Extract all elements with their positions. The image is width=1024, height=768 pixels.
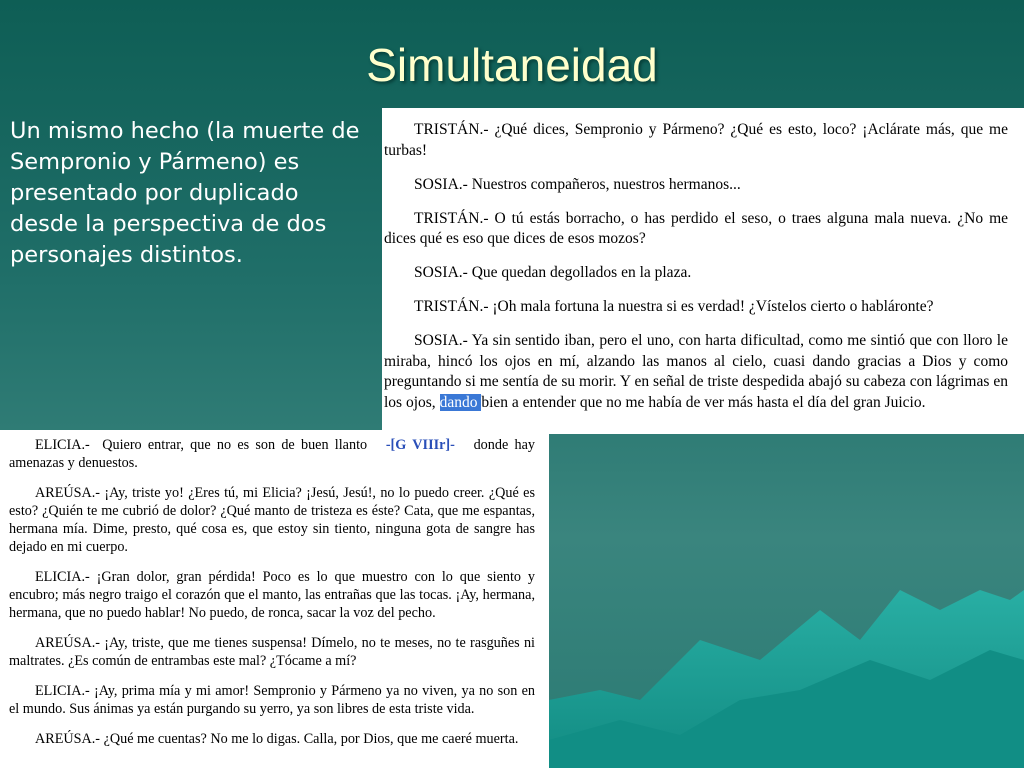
paragraph-text: ELICIA.- Quiero entrar, que no es son de buen llanto <box>35 437 386 453</box>
paragraph-text: bien a entender que no me había de ver más hasta el día del gran Juicio. <box>481 393 926 411</box>
paragraph: AREÚSA.- ¿Qué me cuentas? No me lo digas. Calla, por Dios, que me caeré muerta. <box>35 731 519 747</box>
paragraph: ELICIA.- ¡Ay, prima mía y mi amor! Sempronio y Pármeno ya no viven, ya no son en el mundo. Sus ánimas ya están purgando su yerro, ya son libres de esta triste vida. <box>9 683 535 717</box>
selected-text[interactable]: dando <box>439 393 482 411</box>
paragraph: SOSIA.- Que quedan degollados en la plaza. <box>414 264 692 281</box>
paragraph: TRISTÁN.- ¿Qué dices, Sempronio y Pármeno? ¿Qué es esto, loco? ¡Aclárate más, que me turbas! <box>384 121 1008 159</box>
paragraph <box>384 331 1008 413</box>
paragraph: AREÚSA.- ¡Ay, triste, que me tienes suspensa! Dímelo, no te meses, no te rasguñes ni maltrates. ¿Es común de entrambas este mal? ¿Tócame a mí? <box>9 635 535 669</box>
paragraph <box>9 436 539 472</box>
paragraph: ELICIA.- ¡Gran dolor, gran pérdida! Poco es lo que muestro con lo que siento y encubro; más negro traigo el corazón que el manto, las entrañas que las tocas. ¡Ay, hermana, hermana, que no puedo hablar! No puedo, de ronca, sacar la voz del pecho. <box>9 569 535 621</box>
bottom-excerpt-panel <box>0 430 549 768</box>
top-excerpt-panel <box>382 108 1024 434</box>
slide-title: Simultaneidad <box>366 39 658 91</box>
paragraph: TRISTÁN.- O tú estás borracho, o has perdido el seso, o traes alguna mala nueva. ¿No me dices qué es eso que dices de esos mozos? <box>384 209 1008 247</box>
paragraph: AREÚSA.- ¡Ay, triste yo! ¿Eres tú, mi Elicia? ¡Jesú, Jesú!, no lo puedo creer. ¿Qué es esto? ¿Quién te me cubrió de dolor? ¿Qué manto de tristeza es éste? Cata, que me espantas, hermana mía. Dime, presto, qué cosa es, que estoy sin tiento, ninguna gota de sangre has dejado en mi cuerpo. <box>9 485 535 555</box>
paragraph-text: SOSIA.- Ya sin sentido iban, pero el uno, con harta dificultad, como me sintió que con lloro le miraba, hincó los ojos en mí, alzando las manos al cielo, cuasi dando gracias a Dios y como preguntando si me sentía de su morir. Y en señal de triste despedida abajó su cabeza con lágrimas en los ojos, <box>384 332 1008 411</box>
paragraph: TRISTÁN.- ¡Oh mala fortuna la nuestra si es verdad! ¿Vístelos cierto o habláronte? <box>414 298 934 315</box>
paragraph: SOSIA.- Nuestros compañeros, nuestros hermanos... <box>414 175 741 193</box>
page-reference-link[interactable]: -[G VIIIr]- <box>385 437 455 453</box>
paragraph-text: donde hay amenazas y denuestos. <box>9 437 539 471</box>
intro-text: Un mismo hecho (la muerte de Sempronio y Pármeno) es presentado por duplicado desde la perspectiva de dos personajes distintos. <box>10 118 360 268</box>
